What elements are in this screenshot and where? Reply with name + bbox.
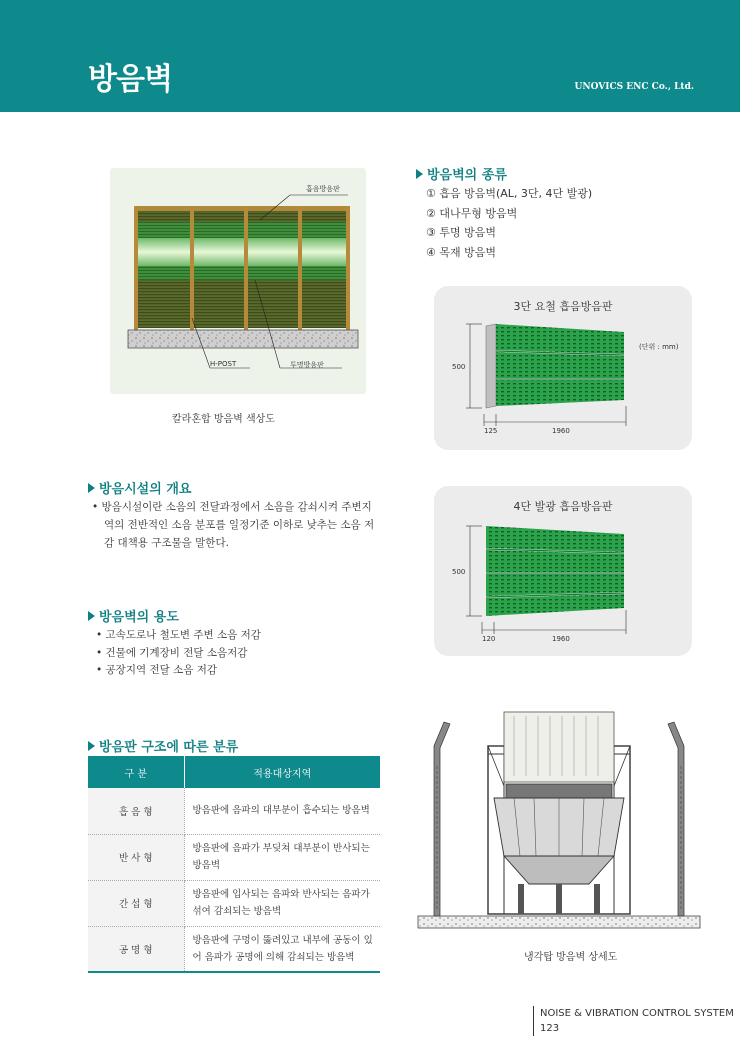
table-cell-type: 간 섭 형 xyxy=(88,880,184,926)
figure1-caption: 칼라혼합 방음벽 색상도 xyxy=(172,414,275,425)
panel4-drawing xyxy=(434,486,692,656)
panel4-depth: 120 xyxy=(482,635,496,643)
classification-section-title: 방음판 구조에 따른 분류 xyxy=(88,736,238,755)
types-section-title: 방음벽의 종류 xyxy=(416,164,507,183)
bullet-icon xyxy=(88,483,95,493)
usage-list xyxy=(96,627,261,680)
panel3-height: 500 xyxy=(452,363,466,371)
panel3-depth: 125 xyxy=(484,427,498,435)
page-header xyxy=(0,0,740,112)
cooling-tower-caption: 냉각탑 방음벽 상세도 xyxy=(524,952,618,963)
list-item: ③ 투명 방음벽 xyxy=(426,226,496,239)
footer-system-name: NOISE & VIBRATION CONTROL SYSTEM xyxy=(540,1008,734,1019)
overview-section-title: 방음시설의 개요 xyxy=(88,478,191,497)
table-header-row xyxy=(88,756,380,788)
table-cell-desc: 방음판에 음파의 대부분이 흡수되는 방음벽 xyxy=(184,788,380,834)
table-cell-desc: 방음판에 음파가 부딪쳐 대부분이 반사되는 방음벽 xyxy=(184,834,380,880)
bullet-icon xyxy=(88,611,95,621)
bullet-icon xyxy=(416,169,423,179)
list-item: ④ 목재 방음벽 xyxy=(426,245,496,259)
panel4-title: 4단 발광 흡음방음판 xyxy=(513,500,613,513)
overview-paragraph: • 방음시설이란 소음의 전달과정에서 소음을 감쇠시켜 주변지 역의 전반적인 소음 분포를 일정기준 이하로 낮추는 소음 저 감 대책용 구조물을 말한다. xyxy=(92,501,375,549)
label-h-post: H-POST xyxy=(210,360,237,368)
table-cell-type: 공 명 형 xyxy=(88,926,184,972)
list-item: ② 대나무형 방음벽 xyxy=(426,206,518,220)
types-list xyxy=(426,184,592,262)
panel3-length: 1960 xyxy=(552,427,570,435)
panel3-unit: (단위 : mm) xyxy=(639,343,679,351)
list-item: • 공장지역 전달 소음 저감 xyxy=(96,664,217,676)
table-cell-desc: 방음판에 구멍이 뚫려있고 내부에 공동이 있 어 음파가 공명에 의해 감쇠되는 방음벽 xyxy=(184,926,380,972)
table-cell-type: 흡 음 형 xyxy=(88,788,184,834)
company-name: UNOVICS ENC Co., Ltd. xyxy=(574,82,694,92)
table-cell-desc: 방음판에 입사되는 음파와 반사되는 음파가 섞여 감쇠되는 방음벽 xyxy=(184,880,380,926)
panel4-card xyxy=(434,486,692,656)
list-item: • 건물에 기계장비 전달 소음저감 xyxy=(96,646,248,659)
label-absorbing-panel: 흡음방음판 xyxy=(306,185,340,193)
panel4-height: 500 xyxy=(452,568,466,576)
bullet-icon xyxy=(88,741,95,751)
list-item: ① 흡음 방음벽(AL, 3단, 4단 발광) xyxy=(426,187,593,200)
barrier-color-figure xyxy=(110,168,366,394)
panel3-title: 3단 요철 흡음방음판 xyxy=(513,300,613,313)
table-row xyxy=(88,880,380,926)
table-row xyxy=(88,926,380,972)
list-item: • 고속도로나 철도변 주변 소음 저감 xyxy=(96,629,261,641)
panel3-drawing xyxy=(434,286,692,450)
page-footer xyxy=(533,1006,734,1036)
table-header: 구 분 xyxy=(88,756,184,788)
usage-section-title: 방음벽의 용도 xyxy=(88,606,179,625)
table-row xyxy=(88,834,380,880)
panel3-card xyxy=(434,286,692,450)
table-header: 적용대상지역 xyxy=(184,756,380,788)
panel4-length: 1960 xyxy=(552,635,570,643)
label-transparent-panel: 투명방음판 xyxy=(290,361,324,369)
cooling-tower-drawing xyxy=(414,706,704,936)
table-row xyxy=(88,788,380,834)
barrier-color-illustration xyxy=(110,168,366,394)
page-number: 123 xyxy=(540,1023,560,1034)
page-title: 방음벽 xyxy=(88,62,172,97)
table-cell-type: 반 사 형 xyxy=(88,834,184,880)
classification-table xyxy=(88,756,380,973)
